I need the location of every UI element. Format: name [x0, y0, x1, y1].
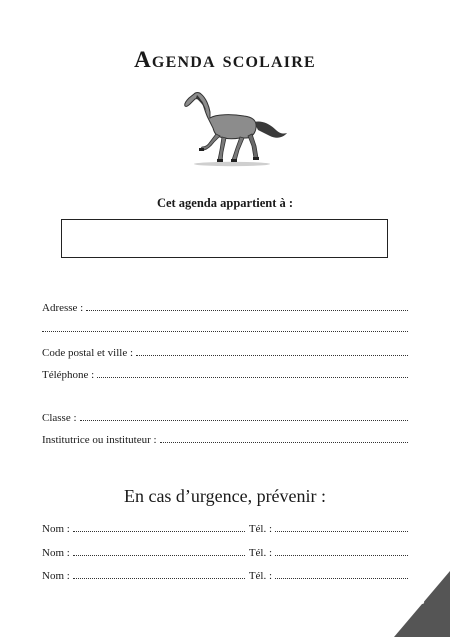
- tel-label: Tél. :: [248, 523, 273, 535]
- postal-label: Code postal et ville :: [42, 347, 134, 359]
- name-label: Nom :: [42, 570, 70, 582]
- name-label: Nom :: [42, 547, 70, 559]
- page-number: 3: [419, 596, 425, 606]
- teacher-label: Institutrice ou instituteur :: [42, 434, 157, 446]
- tel-line: [275, 530, 408, 532]
- address-line-2[interactable]: [42, 331, 408, 332]
- tel-line: [275, 554, 408, 556]
- teacher-line: [160, 441, 408, 443]
- address-field[interactable]: [42, 298, 408, 314]
- name-label: Nom :: [42, 523, 70, 535]
- class-line: [80, 419, 408, 421]
- emergency-heading: En cas d’urgence, prévenir :: [123, 486, 327, 506]
- emergency-contact-row[interactable]: [42, 543, 408, 559]
- phone-label: Téléphone :: [42, 369, 95, 381]
- phone-field[interactable]: [42, 365, 408, 381]
- teacher-field[interactable]: [42, 430, 408, 446]
- owner-label: Cet agenda appartient à :: [156, 196, 294, 210]
- owner-name-box[interactable]: [61, 219, 388, 258]
- tel-label: Tél. :: [248, 570, 273, 582]
- postal-line: [136, 354, 408, 356]
- address-label: Adresse :: [42, 302, 84, 314]
- horse-icon: [180, 92, 288, 168]
- emergency-contact-row[interactable]: [42, 519, 408, 535]
- class-label: Classe :: [42, 412, 77, 424]
- class-field[interactable]: [42, 408, 408, 424]
- emergency-contact-row[interactable]: [42, 566, 408, 582]
- name-line: [73, 530, 245, 532]
- tel-label: Tél. :: [248, 547, 273, 559]
- address-line: [86, 309, 408, 311]
- page-title: Agenda scolaire: [134, 47, 316, 72]
- name-line: [73, 554, 245, 556]
- tel-line: [275, 577, 408, 579]
- name-line: [73, 577, 245, 579]
- phone-line: [97, 376, 408, 378]
- postal-field[interactable]: [42, 343, 408, 359]
